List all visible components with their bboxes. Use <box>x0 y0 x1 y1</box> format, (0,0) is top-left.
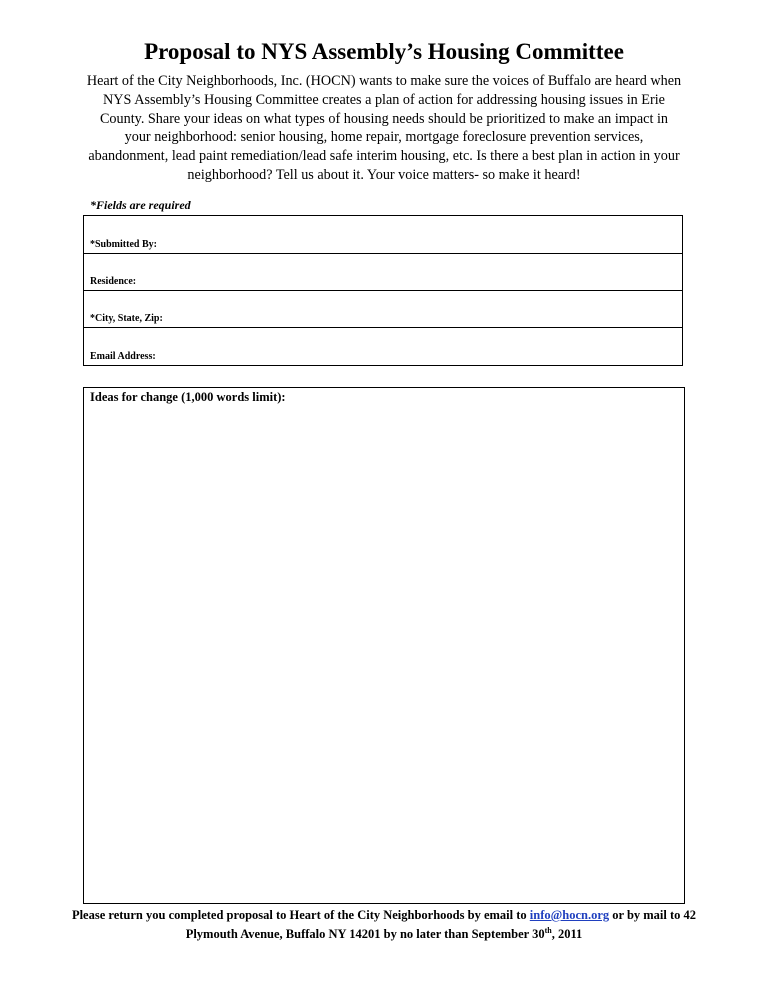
required-fields-note: *Fields are required <box>90 198 191 212</box>
residence-field[interactable] <box>84 253 682 290</box>
contact-fields-table <box>83 215 683 366</box>
footer-text-part2: or by mail to 42 Plymouth Avenue, Buffalo NY 14201 by no later than September 30 <box>185 908 697 941</box>
email-link[interactable]: info@hocn.org <box>529 908 610 922</box>
return-instructions <box>60 906 708 944</box>
ideas-for-change-label: Ideas for change (1,000 words limit): <box>90 390 286 404</box>
city-state-zip-label: *City, State, Zip: <box>90 313 163 324</box>
intro-paragraph: Heart of the City Neighborhoods, Inc. (HOCN) wants to make sure the voices of Buffalo are heard when NYS Assembly’s Housing Committee creates a plan of action for addressing housing issues in Erie County. Share your ideas on what types of housing needs should be prioritized to make an impact in your neighborhood: senior housing, home repair, mortgage foreclosure prevention services, abandonment, lead paint remediation/lead safe interim housing, etc. Is there a best plan in action in your neighborhood? Tell us about it. Your voice matters- so make it heard! <box>86 73 682 183</box>
email-address-label: Email Address: <box>90 351 156 362</box>
page-title: Proposal to NYS Assembly’s Housing Committee <box>144 39 624 64</box>
residence-label: Residence: <box>90 276 137 287</box>
ideas-for-change-field[interactable] <box>83 387 685 904</box>
email-address-field[interactable] <box>84 327 682 365</box>
submitted-by-field[interactable] <box>84 216 682 253</box>
city-state-zip-field[interactable] <box>84 290 682 327</box>
footer-text-part1: Please return you completed proposal to Heart of the City Neighborhoods by email to <box>71 908 530 922</box>
footer-superscript: th <box>544 925 552 935</box>
submitted-by-label: *Submitted By: <box>90 239 157 250</box>
footer-text-part3: , 2011 <box>551 927 583 941</box>
